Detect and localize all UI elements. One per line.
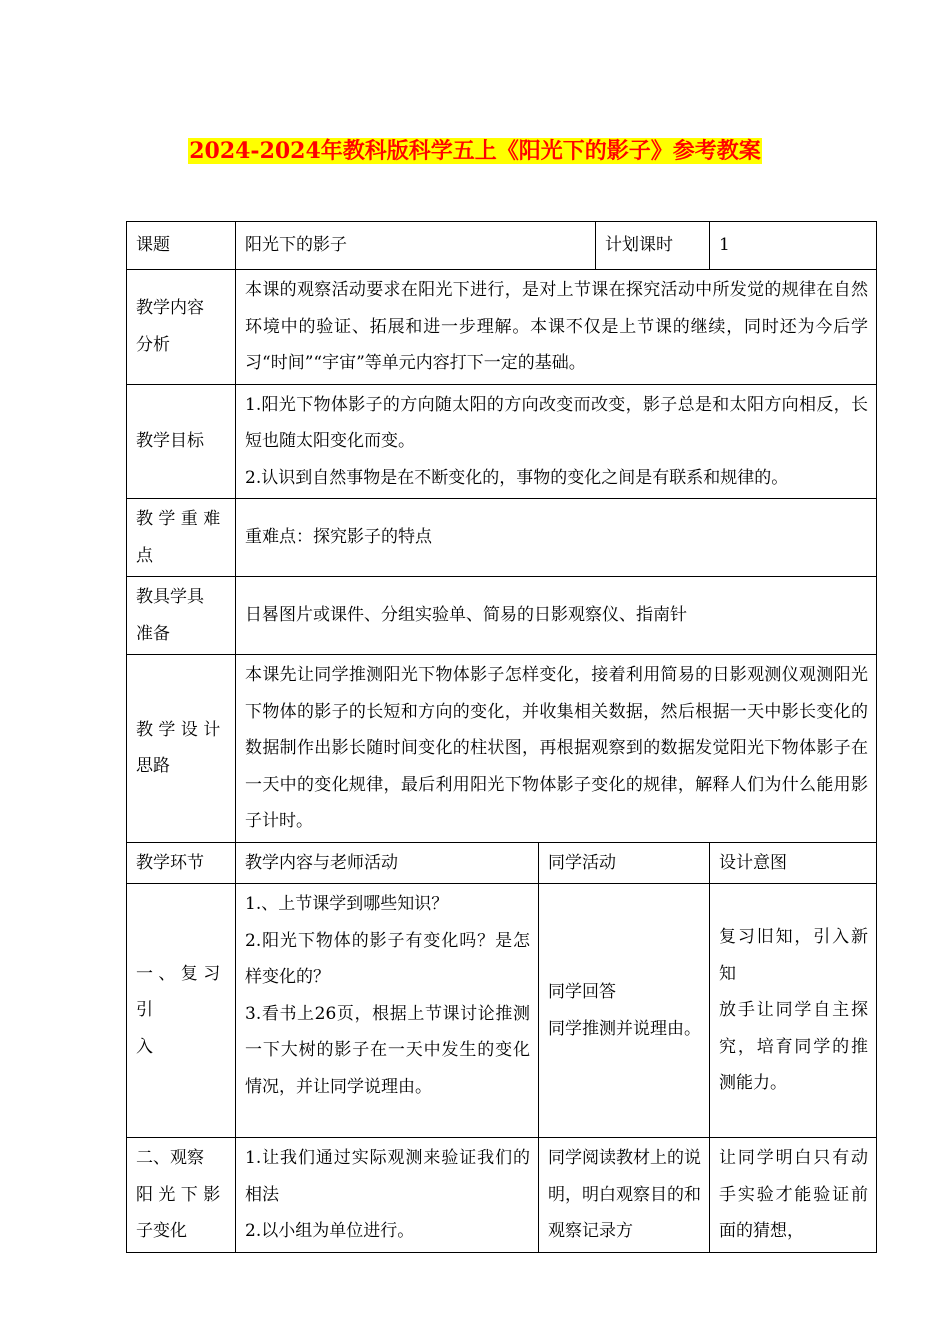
- topic-value: 阳光下的影子: [236, 222, 596, 270]
- stage-name: 一 、 复 习 引 入: [127, 884, 236, 1138]
- materials-label: 教具学具 准备: [127, 577, 236, 655]
- header-stage: 教学环节: [127, 842, 236, 884]
- lesson-plan-table: [126, 221, 877, 1253]
- stage-intent: 复习旧知，引入新知 放手让同学自主探究，培育同学的推测能力。: [710, 884, 877, 1138]
- objective-item: 1.阳光下物体影子的方向随太阳的方向改变而改变，影子总是和太阳方向相反，长短也随太阳变化而变。: [245, 394, 868, 451]
- stage-teacher-activity: 1.、上节课学到哪些知识？ 2.阳光下物体的影子有变化吗？是怎样变化的？ 3.看书上26页，根据上节课讨论推测一下大树的影子在一天中发生的变化情况，并让同学说理由。: [236, 884, 539, 1138]
- key-points-label: 教 学 重 难 点: [127, 499, 236, 577]
- design-label: 教 学 设 计 思路: [127, 655, 236, 843]
- stage-row: [127, 884, 877, 1138]
- process-header-row: [127, 842, 877, 884]
- stage-name: 二、观察 阳 光 下 影 子变化: [127, 1138, 236, 1253]
- objectives-list: [236, 384, 877, 499]
- objectives-label: 教学目标: [127, 384, 236, 499]
- key-points-text: 重难点：探究影子的特点: [236, 499, 877, 577]
- content-analysis-text: 本课的观察活动要求在阳光下进行，是对上节课在探究活动中所发觉的规律在自然环境中的验证、拓展和进一步理解。本课不仅是上节课的继续，同时还为今后学习“时间”“宇宙”等单元内容打下一定的基础。: [236, 270, 877, 385]
- design-row: [127, 655, 877, 843]
- materials-text: 日晷图片或课件、分组实验单、简易的日影观察仪、指南针: [236, 577, 877, 655]
- topic-label: 课题: [127, 222, 236, 270]
- design-text: 本课先让同学推测阳光下物体影子怎样变化，接着利用简易的日影观测仪观测阳光下物体的影子的长短和方向的变化，并收集相关数据，然后根据一天中影长变化的数据制作出影长随时间变化的柱状图，再根据观察到的数据发觉阳光下物体影子在一天中的变化规律，最后利用阳光下物体影子变化的规律，解释人们为什么能用影子计时。: [236, 655, 877, 843]
- stage-teacher-activity: 1.让我们通过实际观测来验证我们的相法 2.以小组为单位进行。: [236, 1138, 539, 1253]
- header-student: 同学活动: [539, 842, 710, 884]
- content-analysis-label: 教学内容 分析: [127, 270, 236, 385]
- stage-student-activity: 同学阅读教材上的说明，明白观察目的和观察记录方: [539, 1138, 710, 1253]
- stage-intent: 让同学明白只有动手实验才能验证前面的猜想，: [710, 1138, 877, 1253]
- hours-value: 1: [710, 222, 877, 270]
- hours-label: 计划课时: [596, 222, 710, 270]
- header-teacher: 教学内容与老师活动: [236, 842, 539, 884]
- document-title: [0, 134, 950, 165]
- materials-row: [127, 577, 877, 655]
- objectives-row: [127, 384, 877, 499]
- title-text: 2024-2024年教科版科学五上《阳光下的影子》参考教案: [189, 138, 761, 164]
- stage-row: [127, 1138, 877, 1253]
- topic-row: [127, 222, 877, 270]
- header-intent: 设计意图: [710, 842, 877, 884]
- key-points-row: [127, 499, 877, 577]
- stage-student-activity: 同学回答 同学推测并说理由。: [539, 884, 710, 1138]
- content-analysis-row: [127, 270, 877, 385]
- objective-item: 2.认识到自然事物是在不断变化的，事物的变化之间是有联系和规律的。: [245, 467, 789, 488]
